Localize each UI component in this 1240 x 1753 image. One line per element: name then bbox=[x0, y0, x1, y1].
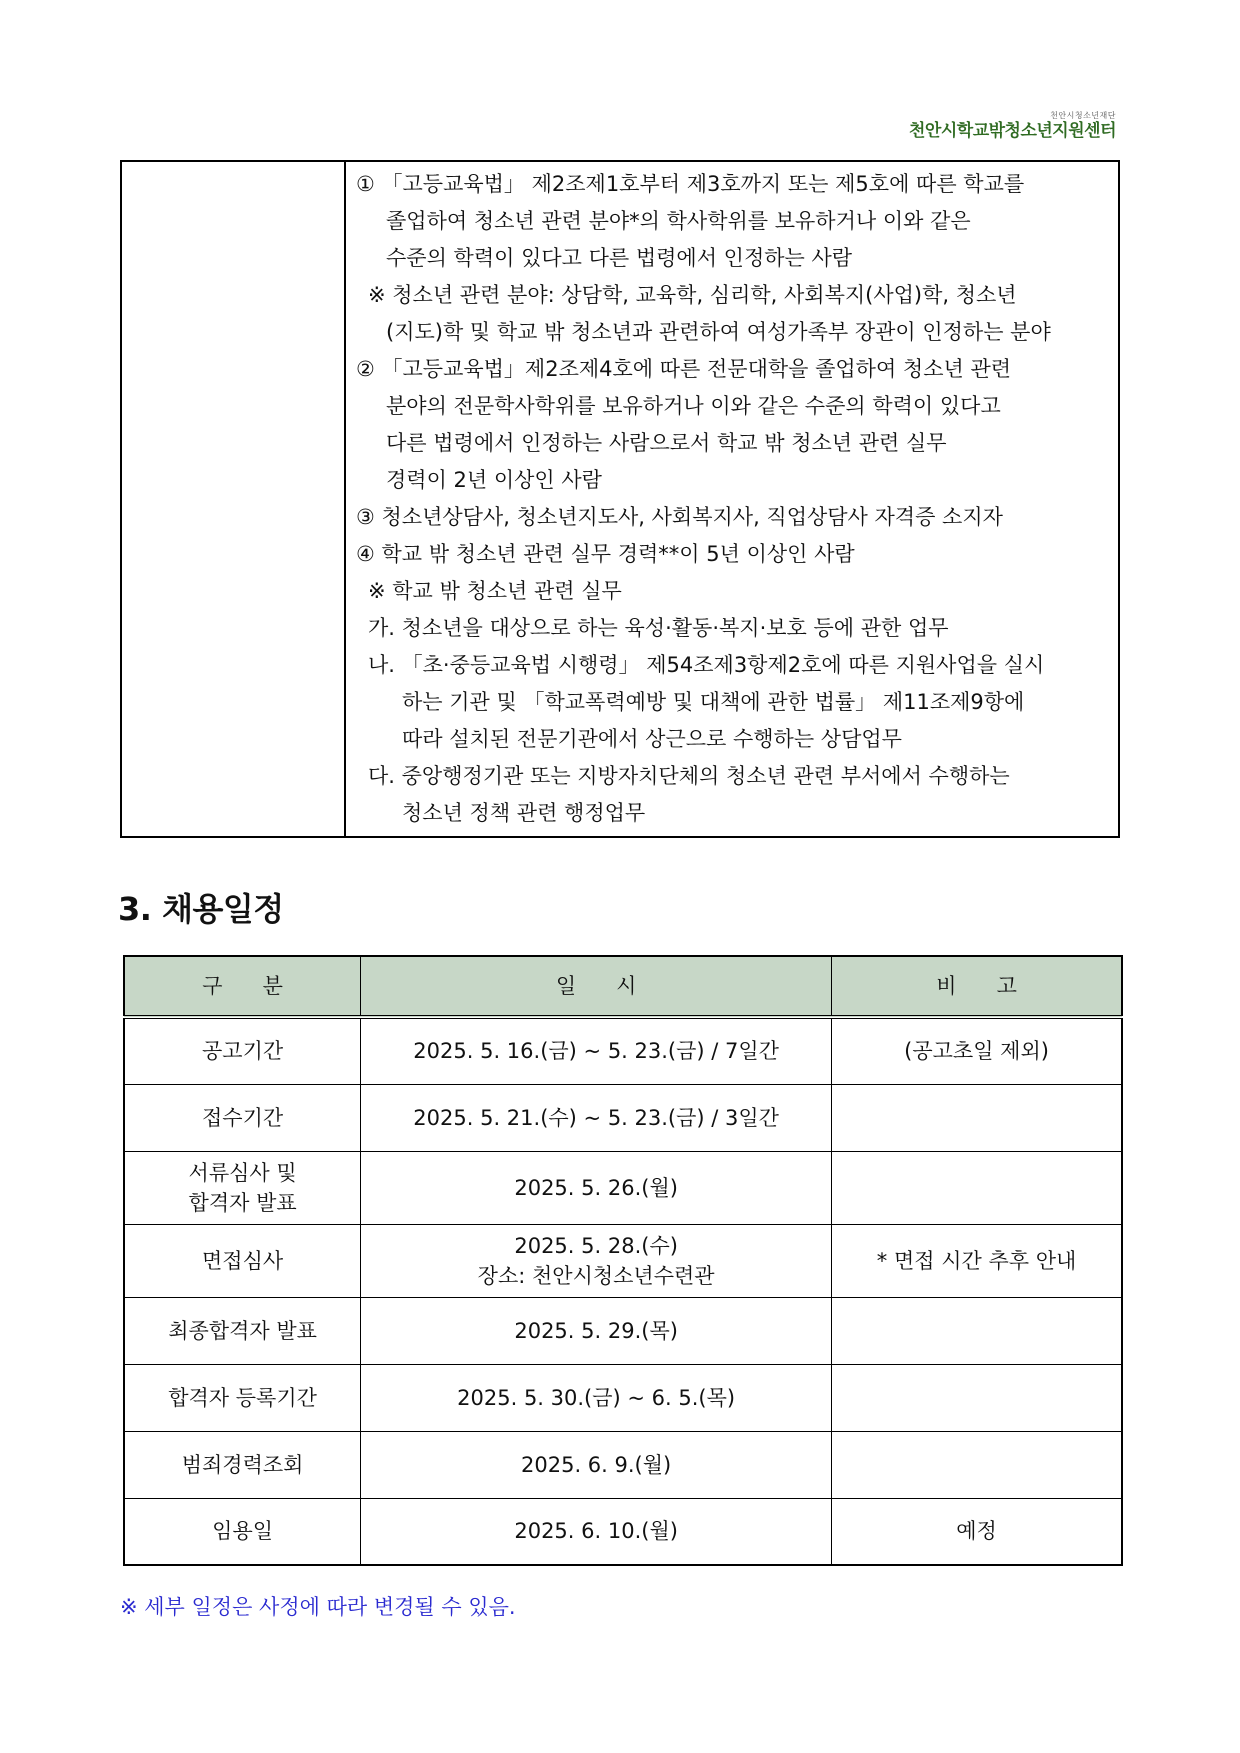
section-title: 3. 채용일정 bbox=[118, 890, 284, 928]
row-note bbox=[832, 1431, 1122, 1498]
row-category: 합격자 등록기간 bbox=[124, 1364, 361, 1431]
row-note: * 면접 시간 추후 안내 bbox=[832, 1224, 1122, 1297]
table-row bbox=[124, 1297, 1122, 1364]
row-note bbox=[832, 1364, 1122, 1431]
schedule-header-category: 구 분 bbox=[124, 956, 361, 1017]
table-row bbox=[124, 1151, 1122, 1224]
qualification-content-cell bbox=[345, 161, 1119, 837]
row-category bbox=[124, 1151, 361, 1224]
row-category: 면접심사 bbox=[124, 1224, 361, 1297]
qualification-line: ④ 학교 밖 청소년 관련 실무 경력**이 5년 이상인 사람 bbox=[356, 542, 855, 566]
qualification-line: 따라 설치된 전문기관에서 상근으로 수행하는 상담업무 bbox=[402, 727, 902, 751]
row-category-line1: 서류심사 및 bbox=[188, 1160, 297, 1185]
qualification-line: 다른 법령에서 인정하는 사람으로서 학교 밖 청소년 관련 실무 bbox=[386, 431, 947, 455]
row-date bbox=[361, 1224, 832, 1297]
qualification-line: 졸업하여 청소년 관련 분야*의 학사학위를 보유하거나 이와 같은 bbox=[386, 209, 971, 233]
table-row bbox=[124, 1224, 1122, 1297]
qualification-line: 가. 청소년을 대상으로 하는 육성·활동·복지·보호 등에 관한 업무 bbox=[368, 616, 949, 640]
row-category-line2: 합격자 발표 bbox=[188, 1190, 297, 1215]
row-date: 2025. 5. 26.(월) bbox=[361, 1151, 832, 1224]
row-date: 2025. 5. 21.(수) ~ 5. 23.(금) / 3일간 bbox=[361, 1084, 832, 1151]
qualification-line: 청소년 정책 관련 행정업무 bbox=[402, 801, 646, 825]
table-row bbox=[124, 1017, 1122, 1084]
logo-foundation-text: 천안시청소년재단 bbox=[1050, 111, 1116, 120]
qualification-line: (지도)학 및 학교 밖 청소년과 관련하여 여성가족부 장관이 인정하는 분야 bbox=[386, 320, 1051, 344]
qualification-lines bbox=[356, 166, 1112, 832]
schedule-header-date: 일 시 bbox=[361, 956, 832, 1017]
row-note bbox=[832, 1084, 1122, 1151]
qualification-line: ※ 청소년 관련 분야: 상담학, 교육학, 심리학, 사회복지(사업)학, 청소년 bbox=[368, 283, 1017, 307]
center-logo bbox=[909, 112, 1116, 140]
row-date: 2025. 5. 30.(금) ~ 6. 5.(목) bbox=[361, 1364, 832, 1431]
row-category: 범죄경력조회 bbox=[124, 1431, 361, 1498]
row-date: 2025. 6. 9.(월) bbox=[361, 1431, 832, 1498]
row-date: 2025. 5. 16.(금) ~ 5. 23.(금) / 7일간 bbox=[361, 1017, 832, 1084]
row-category: 임용일 bbox=[124, 1498, 361, 1565]
row-category: 최종합격자 발표 bbox=[124, 1297, 361, 1364]
row-note: (공고초일 제외) bbox=[832, 1017, 1122, 1084]
qualification-line: 분야의 전문학사학위를 보유하거나 이와 같은 수준의 학력이 있다고 bbox=[386, 394, 1001, 418]
row-category: 접수기간 bbox=[124, 1084, 361, 1151]
qualification-line: 경력이 2년 이상인 사람 bbox=[386, 468, 602, 492]
logo-center-name: 천안시학교밖청소년지원센터 bbox=[909, 121, 1116, 141]
row-note bbox=[832, 1297, 1122, 1364]
qualification-line: 수준의 학력이 있다고 다른 법령에서 인정하는 사람 bbox=[386, 246, 853, 270]
schedule-table bbox=[123, 955, 1123, 1566]
table-row bbox=[124, 1364, 1122, 1431]
row-date: 2025. 6. 10.(월) bbox=[361, 1498, 832, 1565]
row-date-line1: 2025. 5. 28.(수) bbox=[514, 1233, 678, 1258]
qualification-line: ① 「고등교육법」 제2조제1호부터 제3호까지 또는 제5호에 따른 학교를 bbox=[356, 172, 1025, 196]
qualification-line: ③ 청소년상담사, 청소년지도사, 사회복지사, 직업상담사 자격증 소지자 bbox=[356, 505, 1003, 529]
schedule-footnote: ※ 세부 일정은 사정에 따라 변경될 수 있음. bbox=[120, 1595, 516, 1619]
qualification-table bbox=[120, 160, 1120, 838]
table-row bbox=[124, 1498, 1122, 1565]
row-date-line2: 장소: 천안시청소년수련관 bbox=[477, 1263, 715, 1288]
row-category: 공고기간 bbox=[124, 1017, 361, 1084]
schedule-header-note: 비 고 bbox=[832, 956, 1122, 1017]
qualification-line: 나. 「초·중등교육법 시행령」 제54조제3항제2호에 따른 지원사업을 실시 bbox=[368, 653, 1045, 677]
table-row bbox=[124, 1431, 1122, 1498]
row-note: 예정 bbox=[832, 1498, 1122, 1565]
qualification-line: 다. 중앙행정기관 또는 지방자치단체의 청소년 관련 부서에서 수행하는 bbox=[368, 764, 1010, 788]
row-note bbox=[832, 1151, 1122, 1224]
table-row bbox=[124, 1084, 1122, 1151]
qualification-line: 하는 기관 및 「학교폭력예방 및 대책에 관한 법률」 제11조제9항에 bbox=[402, 690, 1025, 714]
qualification-label-cell bbox=[121, 161, 345, 837]
qualification-line: ② 「고등교육법」제2조제4호에 따른 전문대학을 졸업하여 청소년 관련 bbox=[356, 357, 1012, 381]
row-date: 2025. 5. 29.(목) bbox=[361, 1297, 832, 1364]
qualification-line: ※ 학교 밖 청소년 관련 실무 bbox=[368, 579, 622, 603]
